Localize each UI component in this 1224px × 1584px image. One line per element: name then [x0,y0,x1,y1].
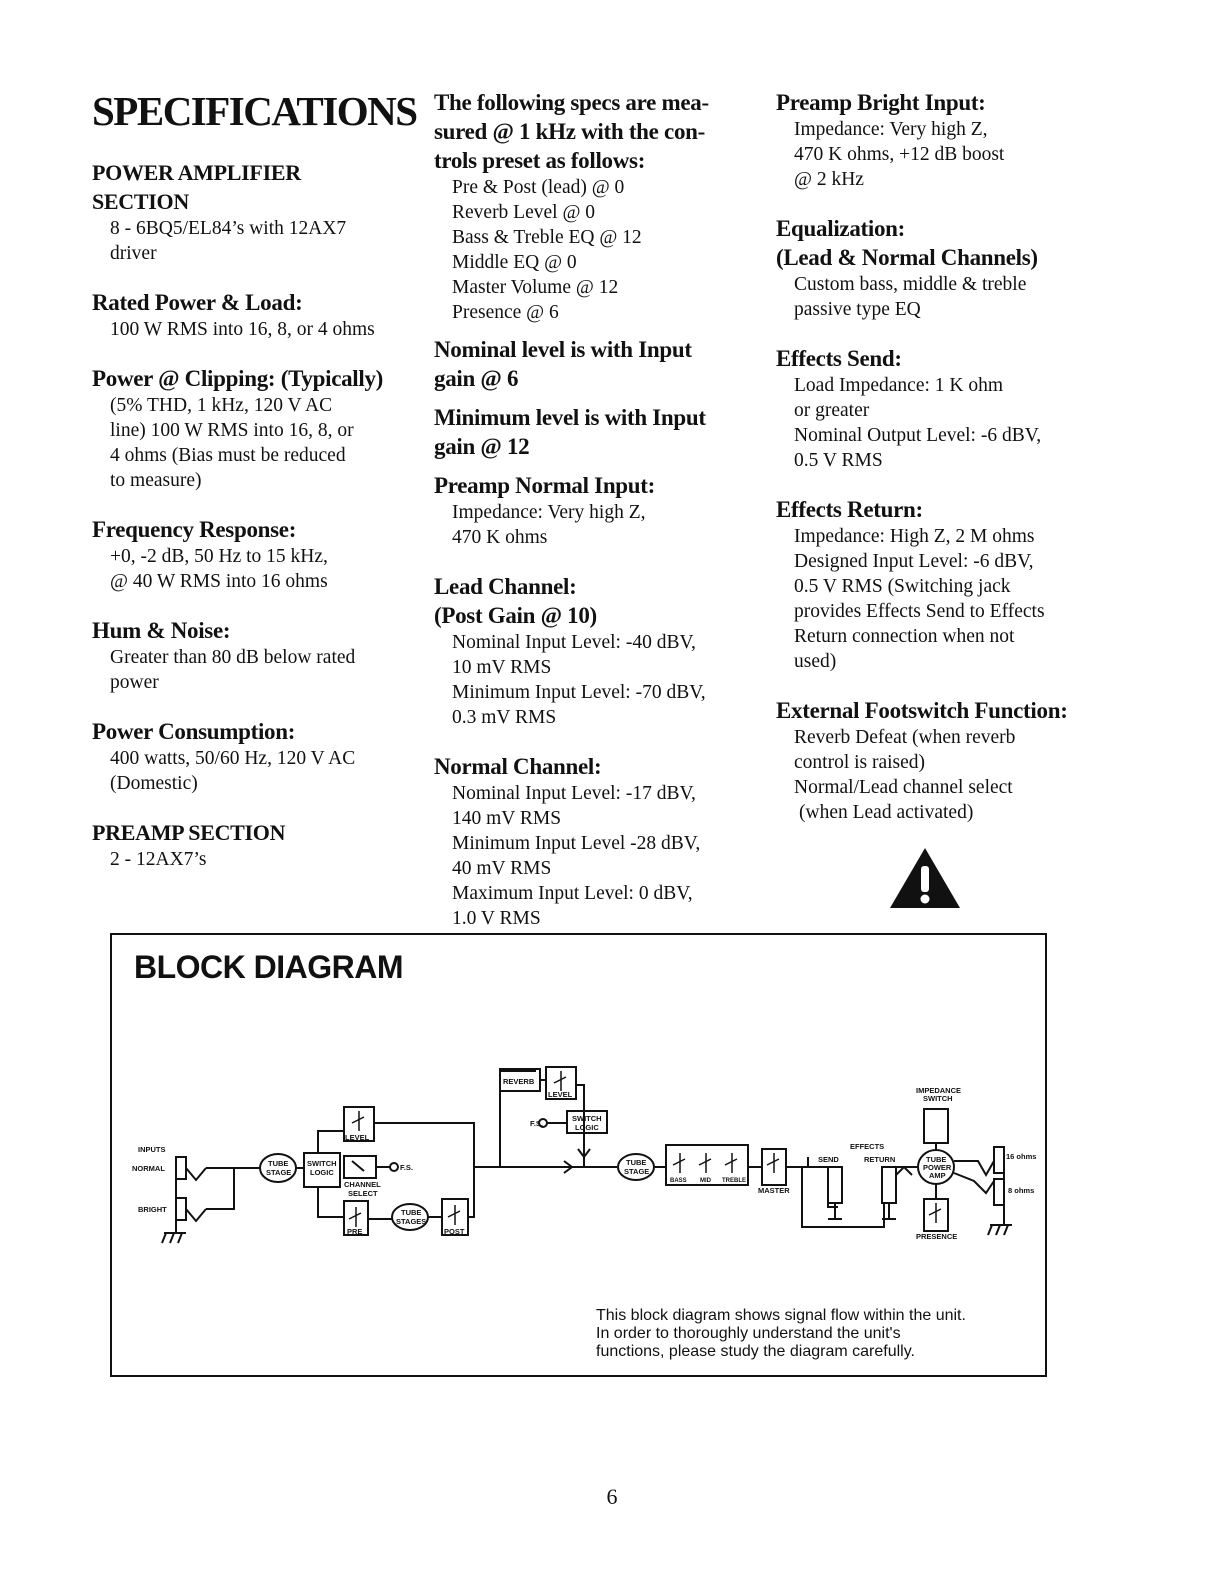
spec-effects-return [776,495,1106,674]
section-heading: Power @ Clipping: (Typically) [92,366,384,391]
pre-knob-icon [349,1207,361,1227]
block-diagram-box [110,933,1047,1377]
post-knob-icon [448,1205,460,1225]
section-heading: Preamp Normal Input: [434,473,656,498]
spec-lead-channel [434,572,764,730]
effects-return-jack [882,1167,896,1203]
spec-preamp-normal-input [434,471,764,550]
section-heading: Rated Power & Load: [92,290,303,315]
label-amp: AMP [929,1171,946,1180]
spec-power-amp-section [92,158,422,266]
label-reverb-switch: SWITCH [572,1114,602,1123]
label-impedance-switch: SWITCH [923,1094,953,1103]
section-heading: POWER AMPLIFIER SECTION [92,160,301,214]
label-bass: BASS [670,1178,687,1184]
spec-power-consumption [92,717,422,796]
spec-column-2 [434,88,764,953]
label-select: SELECT [348,1189,378,1198]
section-heading: Preamp Bright Input: [776,90,986,115]
section-body: (5% THD, 1 kHz, 120 V AC line) 100 W RMS into 16, 8, or 4 ohms (Bias must be reduced to measure) [110,395,354,491]
section-heading: Effects Return: [776,497,923,522]
section-heading: Normal Channel: [434,754,602,779]
label-fs-channel: F.S. [400,1163,413,1172]
spec-column-3 [776,88,1106,847]
output-jack-8-ohms [994,1179,1004,1205]
label-reverb: REVERB [503,1077,535,1086]
section-body: 400 watts, 50/60 Hz, 120 V AC (Domestic) [110,748,356,794]
section-body: Greater than 80 dB below rated power [110,647,356,693]
label-tube-1: TUBE [268,1159,289,1168]
label-return: RETURN [864,1155,896,1164]
bright-input-jack [176,1198,186,1220]
channel-switch-icon [352,1161,364,1171]
section-heading: External Footswitch Function: [776,698,1068,723]
label-bright: BRIGHT [138,1205,167,1214]
treble-knob-icon [725,1153,737,1173]
spec-footswitch-function [776,696,1106,825]
spec-hum-noise [92,616,422,695]
bass-knob-icon [673,1153,685,1173]
block-diagram-title: BLOCK DIAGRAM [134,949,404,985]
spec-frequency-response [92,515,422,594]
spec-normal-channel [434,752,764,931]
block-diagram-caption: This block diagram shows signal flow within the unit. In order to thoroughly understand the unit's functions, please study the diagram carefully. [596,1307,966,1360]
reverb-level-knob-icon [554,1071,566,1091]
spec-test-conditions [434,88,764,325]
effects-send-jack [828,1167,842,1203]
label-tube-stages: TUBE [401,1208,422,1217]
label-stage-1: STAGE [266,1168,292,1177]
impedance-switch-block [924,1109,948,1143]
label-fs-reverb: F.S. [530,1119,543,1128]
section-body: Nominal Input Level: -40 dBV, 10 mV RMS Minimum Input Level: -70 dBV, 0.3 mV RMS [452,632,706,728]
spec-preamp-bright-input [776,88,1106,192]
label-logic: LOGIC [310,1168,334,1177]
spec-minimum-level-note [434,403,764,461]
spec-preamp-section [92,818,422,872]
level-knob-icon [352,1111,364,1131]
section-body: Pre & Post (lead) @ 0 Reverb Level @ 0 Bass & Treble EQ @ 12 Middle EQ @ 0 Master Volume @ 12 Presence @ 6 [452,177,642,323]
section-body: 100 W RMS into 16, 8, or 4 ohms [110,319,375,340]
label-stages: STAGES [396,1217,427,1226]
mid-knob-icon [699,1153,711,1173]
label-16-ohms: 16 ohms [1006,1152,1037,1161]
master-knob-icon [767,1153,779,1173]
spec-nominal-level-note [434,335,764,393]
label-stage-2: STAGE [624,1167,650,1176]
section-body: Nominal Input Level: -17 dBV, 140 mV RMS Minimum Input Level -28 dBV, 40 mV RMS Maximum Input Level: 0 dBV, 1.0 V RMS [452,783,701,929]
label-level: LEVEL [345,1133,370,1142]
page-number: 6 [606,1484,618,1509]
section-body: Impedance: High Z, 2 M ohms Designed Input Level: -6 dBV, 0.5 V RMS (Switching jack provides Effects Send to Effects Return connection when not used) [794,526,1045,672]
presence-knob-icon [929,1203,941,1223]
section-heading: Frequency Response: [92,517,297,542]
label-post: POST [444,1227,465,1236]
label-power: POWER [923,1163,952,1172]
section-heading: Lead Channel: (Post Gain @ 10) [434,574,597,628]
section-heading: PREAMP SECTION [92,820,286,845]
section-heading: Equalization: (Lead & Normal Channels) [776,216,1038,270]
label-8-ohms: 8 ohms [1008,1186,1035,1195]
label-tube-power: TUBE [926,1155,947,1164]
label-tube-2: TUBE [626,1158,647,1167]
section-body: Impedance: Very high Z, 470 K ohms [452,502,646,548]
section-heading: Effects Send: [776,346,902,371]
section-body: 8 - 6BQ5/EL84’s with 12AX7 driver [110,218,347,264]
label-effects: EFFECTS [850,1142,885,1151]
label-reverb-level: LEVEL [548,1090,573,1099]
spec-effects-send [776,344,1106,473]
label-channel: CHANNEL [344,1180,381,1189]
label-master: MASTER [758,1186,790,1195]
section-body: Load Impedance: 1 K ohm or greater Nominal Output Level: -6 dBV, 0.5 V RMS [794,375,1042,471]
label-pre: PRE [347,1227,363,1236]
section-heading: Nominal level is with Input gain @ 6 [434,337,692,391]
spec-power-clipping [92,364,422,493]
output-jack-16-ohms [994,1147,1004,1173]
label-presence: PRESENCE [916,1232,958,1241]
section-heading: The following specs are mea- sured @ 1 kHz with the con- trols preset as follows: [434,90,709,173]
page-title: SPECIFICATIONS [92,88,417,134]
section-body: +0, -2 dB, 50 Hz to 15 kHz, @ 40 W RMS into 16 ohms [110,546,328,592]
label-inputs: INPUTS [138,1145,166,1154]
normal-input-jack [176,1157,186,1179]
label-mid: MID [700,1178,711,1184]
section-body: 2 - 12AX7’s [110,849,207,870]
section-body: Impedance: Very high Z, 470 K ohms, +12 dB boost @ 2 kHz [794,119,1005,190]
label-normal: NORMAL [132,1164,165,1173]
label-treble: TREBLE [722,1178,746,1184]
label-switch: SWITCH [307,1159,337,1168]
spec-column-1 [92,88,422,894]
section-heading: Power Consumption: [92,719,296,744]
section-heading: Minimum level is with Input gain @ 12 [434,405,706,459]
spec-equalization [776,214,1106,322]
section-body: Reverb Defeat (when reverb control is raised) Normal/Lead channel select (when Lead activated) [794,727,1016,823]
section-body: Custom bass, middle & treble passive type EQ [794,274,1027,320]
spec-rated-power [92,288,422,342]
warning-icon [888,846,962,910]
label-impedance: IMPEDANCE [916,1086,962,1095]
label-send: SEND [818,1155,839,1164]
section-heading: Hum & Noise: [92,618,231,643]
label-reverb-logic: LOGIC [575,1123,599,1132]
